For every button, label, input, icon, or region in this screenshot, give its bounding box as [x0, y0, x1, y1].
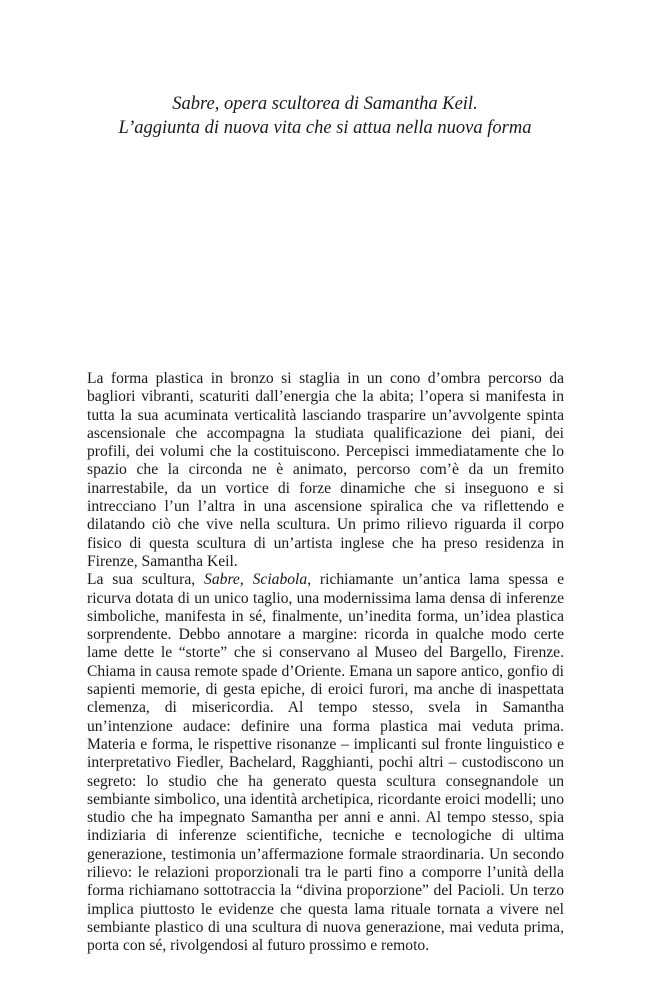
essay-body: [87, 370, 564, 956]
title-line-2: L’aggiunta di nuova vita che si attua nella nuova forma: [118, 118, 532, 138]
paragraph-2-text: , richiamante un’antica lama spessa e ricurva dotata di un unico taglio, una modernissima lama densa di inferenze simboliche, manifesta in sé, finalmente, un’inedita forma, un’idea plastica sorprendente. Debbo annotare a margine: ricorda in qualche modo certe lame dette le “storte” che si conservano al Museo del Bargello, Firenze. Chiama in causa remote spade d’Oriente. Emana un sapore antico, gonfio di sapienti memorie, di gesta epiche, di eroici furori, ma anche di inaspettata clemenza, di misericordia. Al tempo stesso, svela in Samantha un’intenzione audace: definire una forma plastica mai veduta prima. Materia e forma, le rispettive risonanze – implicanti sul fronte linguistico e interpretativo Fiedler, Bachelard, Ragghianti, pochi altri – custodiscono un segreto: lo studio che ha generato questa scultura consegnandole un sembiante simbolico, una identità archetipica, ricordante eroici modelli; uno studio che ha impegnato Samantha per anni e anni. Al tempo stesso, spia indiziaria di inferenze scientifiche, tecniche e tecnologiche di ultima generazione, testimonia un’affermazione formale straordinaria. Un secondo rilievo: le relazioni proporzionali tra le parti fino a comporre l’unità della forma richiamano sottotraccia la “divina proporzione” del Pacioli. Un terzo implica piuttosto le evidenze che questa lama rituale tornata a vivere nel sembiante plastico di una scultura di nuova generazione, mai veduta prima, porta con sé, rivolgendosi al futuro prossimo e remoto.: [87, 571, 564, 955]
title-line-1: Sabre, opera scultorea di Samantha Keil.: [172, 94, 478, 114]
sculpture-title-sabre: Sabre: [204, 571, 240, 589]
essay-title: [0, 92, 650, 140]
sculpture-title-sciabola: Sciabola: [252, 571, 308, 589]
paragraph-1: La forma plastica in bronzo si staglia in un cono d’ombra percorso da bagliori vibranti, scaturiti dall’energia che la abita; l’opera si manifesta in tutta la sua acuminata verticalità lasciando trasparire un’avvolgente spinta ascensionale che accompagna la studiata qualificazione dei piani, dei profili, dei volumi che la costituiscono. Percepisci immediatamente che lo spazio che la circonda ne è animato, percorso com’è da un fremito inarrestabile, da un vortice di forze dinamiche che si inseguono e si intrecciano l’un l’altra in una ascensione spiralica che va riflettendo e dilatando ciò che vive nella scultura. Un primo rilievo riguarda il corpo fisico di questa scultura di un’artista inglese che ha preso residenza in Firenze, Samantha Keil.: [87, 370, 564, 570]
paragraph-2: [87, 571, 564, 955]
paragraph-2-intro: La sua scultura,: [87, 571, 205, 589]
paragraph-2-separator: ,: [239, 571, 253, 589]
